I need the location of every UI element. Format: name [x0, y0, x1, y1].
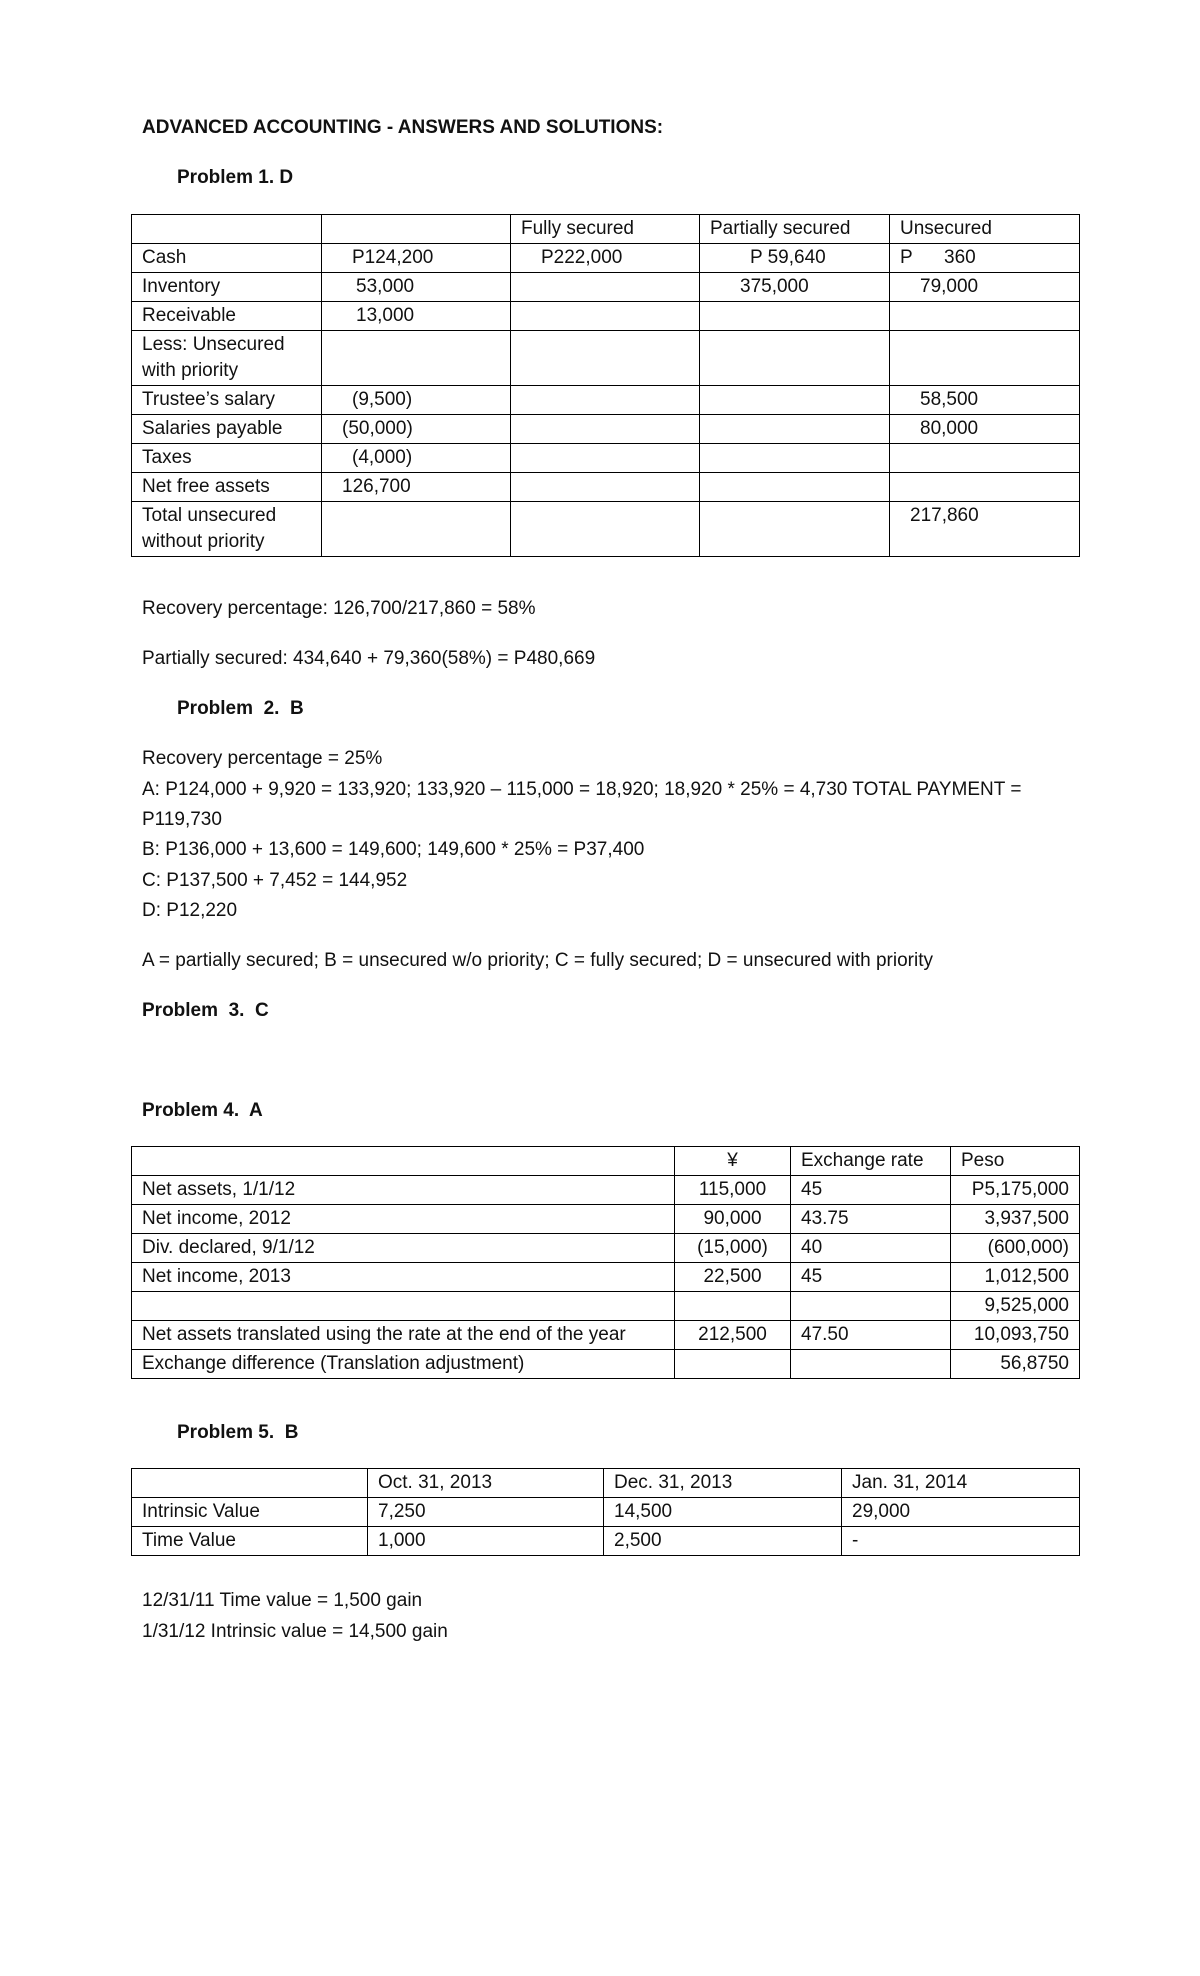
problem-3-title: Problem 3. C [142, 1000, 269, 1021]
table-cell [511, 502, 700, 557]
table-cell [890, 331, 1080, 386]
table-cell [890, 302, 1080, 331]
table-cell [132, 1292, 675, 1321]
table-header-cell: Fully secured [511, 215, 700, 244]
table-cell [700, 331, 890, 386]
partially-secured-line: Partially secured: 434,640 + 79,360(58%) = P480,669 [142, 648, 596, 669]
table-cell: 45 [791, 1263, 951, 1292]
table-cell [322, 215, 511, 244]
table-cell: Salaries payable [132, 415, 322, 444]
table-cell: 10,093,750 [951, 1321, 1080, 1350]
document-heading: ADVANCED ACCOUNTING - ANSWERS AND SOLUTIONS: [142, 117, 664, 138]
table-cell [791, 1292, 951, 1321]
table-cell: 47.50 [791, 1321, 951, 1350]
table-cell: 29,000 [842, 1498, 1080, 1527]
table-row [132, 502, 1080, 557]
table-cell: 14,500 [604, 1498, 842, 1527]
problem-1-title: Problem 1. D [177, 167, 294, 188]
table-cell: Taxes [132, 444, 322, 473]
table-cell [700, 473, 890, 502]
table-cell: - [842, 1527, 1080, 1556]
table-cell: 13,000 [322, 302, 511, 331]
table-header-row [132, 1469, 1080, 1498]
table-cell [675, 1350, 791, 1379]
problem-2-line: A: P124,000 + 9,920 = 133,920; 133,920 – 115,000 = 18,920; 18,920 * 25% = 4,730 TOTAL PAYMENT = [142, 779, 1022, 800]
table-cell: Intrinsic Value [132, 1498, 368, 1527]
table-cell: Inventory [132, 273, 322, 302]
table-cell: Trustee’s salary [132, 386, 322, 415]
table-cell: 115,000 [675, 1176, 791, 1205]
table-cell: 40 [791, 1234, 951, 1263]
problem-1-table [131, 214, 1080, 557]
problem-2-title: Problem 2. B [177, 698, 304, 719]
table-cell: (15,000) [675, 1234, 791, 1263]
table-cell: 1,000 [368, 1527, 604, 1556]
table-cell: P 360 [890, 244, 1080, 273]
table-cell [700, 386, 890, 415]
table-row [132, 415, 1080, 444]
table-cell: (9,500) [322, 386, 511, 415]
table-cell: Div. declared, 9/1/12 [132, 1234, 675, 1263]
table-cell [511, 415, 700, 444]
problem-2-legend: A = partially secured; B = unsecured w/o priority; C = fully secured; D = unsecured with priority [142, 950, 933, 971]
problem-4-table [131, 1146, 1080, 1379]
table-cell: P5,175,000 [951, 1176, 1080, 1205]
table-cell: P222,000 [511, 244, 700, 273]
table-header-cell: Peso [951, 1147, 1080, 1176]
table-header-cell: Oct. 31, 2013 [368, 1469, 604, 1498]
table-cell: 3,937,500 [951, 1205, 1080, 1234]
table-cell [132, 1469, 368, 1498]
table-row [132, 1176, 1080, 1205]
table-cell: 217,860 [890, 502, 1080, 557]
table-row [132, 331, 1080, 386]
table-cell: 43.75 [791, 1205, 951, 1234]
table-cell [511, 302, 700, 331]
problem-5-title: Problem 5. B [177, 1422, 299, 1443]
table-cell [791, 1350, 951, 1379]
table-cell: Net assets translated using the rate at the end of the year [132, 1321, 675, 1350]
table-cell: 2,500 [604, 1527, 842, 1556]
table-cell: Total unsecured without priority [132, 502, 322, 557]
table-row [132, 1321, 1080, 1350]
table-cell: Exchange difference (Translation adjustment) [132, 1350, 675, 1379]
problem-4-title: Problem 4. A [142, 1100, 263, 1121]
table-cell [890, 473, 1080, 502]
table-cell: P124,200 [322, 244, 511, 273]
table-cell [322, 502, 511, 557]
table-cell [511, 386, 700, 415]
problem-2-line: D: P12,220 [142, 900, 238, 921]
table-cell: Less: Unsecured with priority [132, 331, 322, 386]
table-cell [700, 302, 890, 331]
table-row [132, 1292, 1080, 1321]
table-row [132, 386, 1080, 415]
table-cell: 126,700 [322, 473, 511, 502]
table-row [132, 1205, 1080, 1234]
table-cell: 212,500 [675, 1321, 791, 1350]
table-header-cell: Unsecured [890, 215, 1080, 244]
table-cell: 7,250 [368, 1498, 604, 1527]
table-row [132, 244, 1080, 273]
table-cell: 375,000 [700, 273, 890, 302]
table-header-cell: Exchange rate [791, 1147, 951, 1176]
problem-5-note: 1/31/12 Intrinsic value = 14,500 gain [142, 1621, 448, 1642]
table-cell: Net income, 2012 [132, 1205, 675, 1234]
table-cell: 58,500 [890, 386, 1080, 415]
table-row [132, 1263, 1080, 1292]
table-header-cell: Dec. 31, 2013 [604, 1469, 842, 1498]
table-header-cell: Partially secured [700, 215, 890, 244]
table-header-cell: Jan. 31, 2014 [842, 1469, 1080, 1498]
table-cell: Net free assets [132, 473, 322, 502]
table-cell: 53,000 [322, 273, 511, 302]
table-row [132, 302, 1080, 331]
table-cell: Receivable [132, 302, 322, 331]
table-cell: (4,000) [322, 444, 511, 473]
table-cell [511, 473, 700, 502]
table-row [132, 1350, 1080, 1379]
table-cell: (50,000) [322, 415, 511, 444]
table-row [132, 1527, 1080, 1556]
table-cell [675, 1292, 791, 1321]
table-row [132, 473, 1080, 502]
problem-2-line: B: P136,000 + 13,600 = 149,600; 149,600 * 25% = P37,400 [142, 839, 645, 860]
table-cell: 45 [791, 1176, 951, 1205]
problem-2-line: P119,730 [142, 809, 222, 830]
problem-5-table [131, 1468, 1080, 1556]
problem-2-line: Recovery percentage = 25% [142, 748, 383, 769]
table-cell: Time Value [132, 1527, 368, 1556]
table-cell [322, 331, 511, 386]
table-cell: Net assets, 1/1/12 [132, 1176, 675, 1205]
problem-5-note: 12/31/11 Time value = 1,500 gain [142, 1590, 423, 1611]
table-header-row [132, 215, 1080, 244]
table-row [132, 1234, 1080, 1263]
problem-2-line: C: P137,500 + 7,452 = 144,952 [142, 870, 408, 891]
table-cell: 79,000 [890, 273, 1080, 302]
table-cell: 9,525,000 [951, 1292, 1080, 1321]
table-cell [890, 444, 1080, 473]
table-cell [511, 273, 700, 302]
table-cell: P 59,640 [700, 244, 890, 273]
table-header-cell: ¥ [675, 1147, 791, 1176]
table-cell: Cash [132, 244, 322, 273]
recovery-percentage-line: Recovery percentage: 126,700/217,860 = 58% [142, 598, 536, 619]
table-cell: (600,000) [951, 1234, 1080, 1263]
table-cell [511, 444, 700, 473]
table-row [132, 444, 1080, 473]
table-cell: 80,000 [890, 415, 1080, 444]
table-cell: 1,012,500 [951, 1263, 1080, 1292]
table-cell [511, 331, 700, 386]
table-cell: Net income, 2013 [132, 1263, 675, 1292]
table-cell [700, 502, 890, 557]
table-cell [700, 415, 890, 444]
table-cell: 90,000 [675, 1205, 791, 1234]
table-cell [132, 1147, 675, 1176]
table-header-row [132, 1147, 1080, 1176]
table-cell [132, 215, 322, 244]
table-cell: 22,500 [675, 1263, 791, 1292]
table-row [132, 1498, 1080, 1527]
table-cell: 56,8750 [951, 1350, 1080, 1379]
table-cell [700, 444, 890, 473]
table-row [132, 273, 1080, 302]
